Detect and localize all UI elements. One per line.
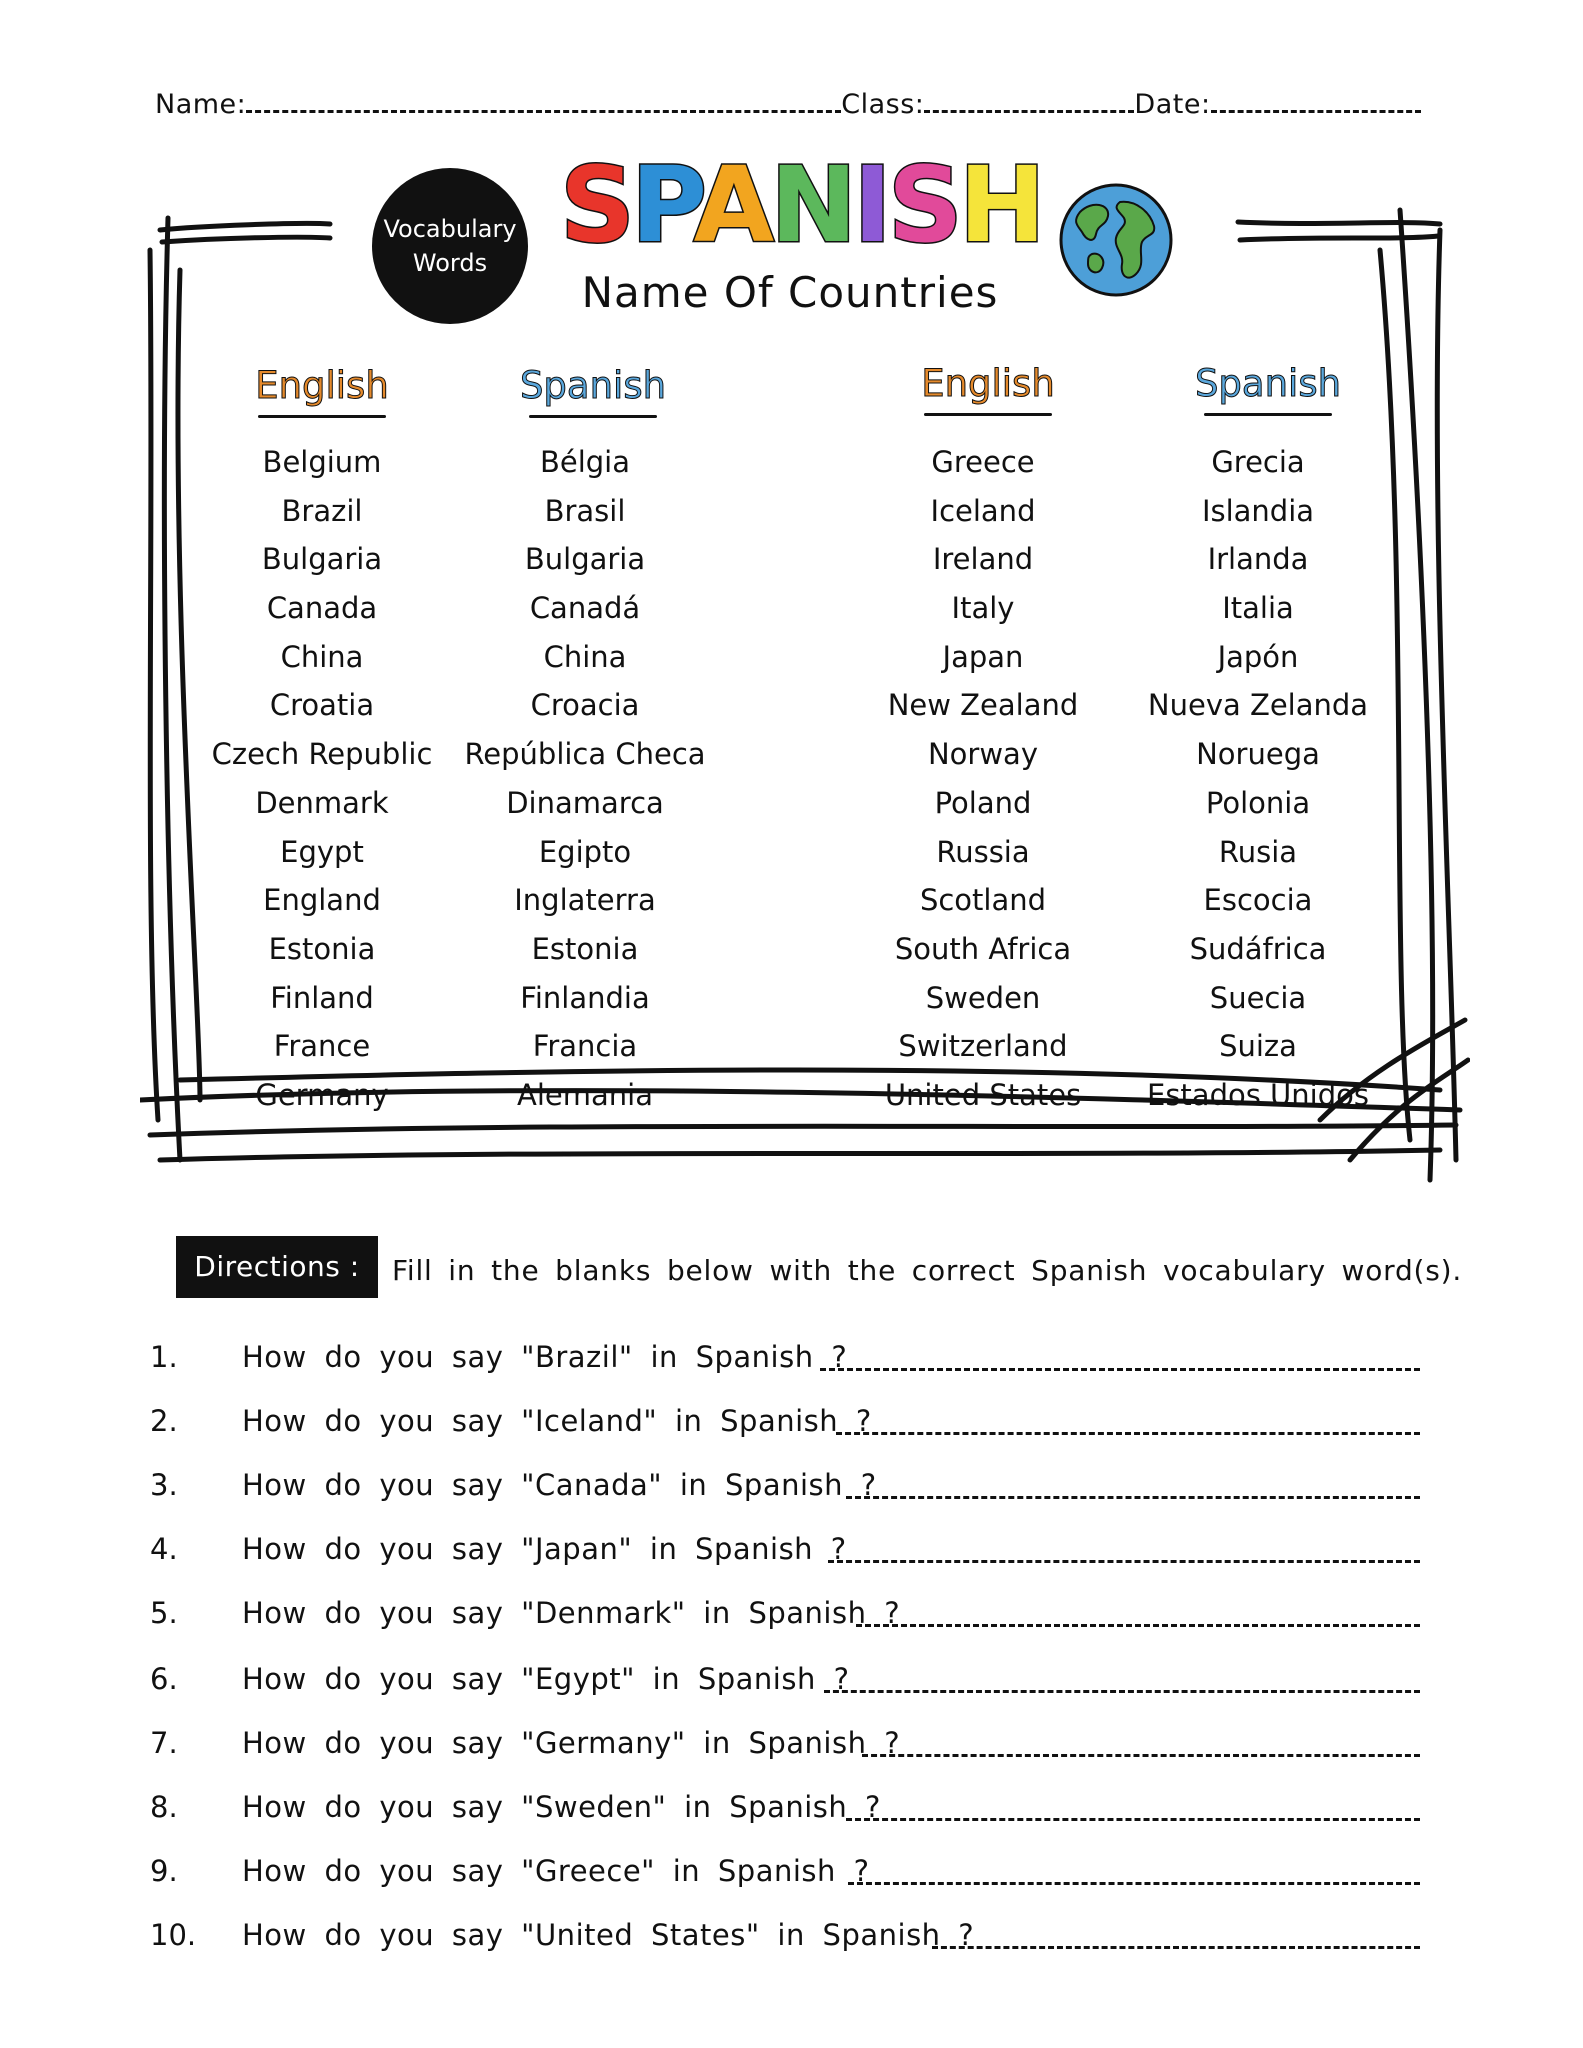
title-letter: A <box>693 144 771 266</box>
spanish-word: Canadá <box>529 591 641 626</box>
title-letter: P <box>630 144 694 266</box>
question-number: 2. <box>150 1404 178 1438</box>
title-letter: N <box>770 144 854 266</box>
question-row <box>150 1596 1420 1636</box>
heading-underline <box>1204 413 1332 416</box>
spanish-word: Islandia <box>1201 493 1315 528</box>
question-row <box>150 1790 1420 1830</box>
spanish-word: República Checa <box>464 737 706 772</box>
title-letter: I <box>853 144 888 266</box>
left-english-heading <box>207 364 437 418</box>
spanish-word: Brasil <box>544 493 626 528</box>
question-number: 10. <box>150 1918 197 1952</box>
date-label: Date: <box>1134 89 1211 120</box>
english-word: Finland <box>270 980 374 1015</box>
question-text: How do you say "Iceland" in Spanish ? <box>242 1404 872 1438</box>
heading-text: English <box>921 362 1055 405</box>
answer-blank[interactable] <box>932 1946 1420 1949</box>
english-word: France <box>273 1029 371 1064</box>
spanish-word: Francia <box>532 1029 638 1064</box>
question-row <box>150 1662 1420 1702</box>
english-word: Brazil <box>281 493 363 528</box>
question-text: How do you say "Canada" in Spanish ? <box>242 1468 877 1502</box>
question-text: How do you say "Brazil" in Spanish ? <box>242 1340 848 1374</box>
spanish-word: Suecia <box>1209 980 1307 1015</box>
heading-text: Spanish <box>1194 362 1342 405</box>
english-word: Belgium <box>262 445 382 479</box>
right-spanish-list <box>1113 438 1403 1120</box>
title-letter: S <box>887 144 959 266</box>
spanish-word: Alemania <box>517 1077 653 1112</box>
spanish-word: Italia <box>1222 591 1294 626</box>
answer-blank[interactable] <box>862 1754 1420 1757</box>
spanish-word: Dinamarca <box>506 785 664 820</box>
spanish-word: Sudáfrica <box>1189 931 1327 966</box>
english-word: Russia <box>936 834 1030 869</box>
question-row <box>150 1340 1420 1380</box>
english-word: England <box>263 883 381 918</box>
class-blank[interactable] <box>924 88 1134 113</box>
english-word: Ireland <box>932 542 1034 577</box>
question-number: 4. <box>150 1532 178 1566</box>
question-text: How do you say "United States" in Spanish ? <box>242 1918 975 1952</box>
question-row <box>150 1918 1420 1958</box>
spanish-word: Bélgia <box>539 445 631 479</box>
heading-text: English <box>255 364 389 407</box>
answer-blank[interactable] <box>848 1882 1420 1885</box>
left-spanish-list <box>440 438 730 1120</box>
badge-line-1: Vocabulary <box>383 215 517 243</box>
directions-label: Directions : <box>176 1236 378 1298</box>
right-spanish-heading <box>1153 362 1383 416</box>
answer-blank[interactable] <box>836 1432 1420 1435</box>
english-word: Croatia <box>269 688 375 723</box>
english-word: Italy <box>951 591 1015 626</box>
student-info-line <box>155 88 1420 128</box>
badge-line-2: Words <box>412 249 488 277</box>
english-word: China <box>280 639 364 674</box>
spanish-word: Croacia <box>530 688 640 723</box>
answer-blank[interactable] <box>824 1690 1420 1693</box>
question-text: How do you say "Sweden" in Spanish ? <box>242 1790 881 1824</box>
english-word: Norway <box>927 737 1038 772</box>
english-word: Greece <box>931 445 1035 479</box>
answer-blank[interactable] <box>846 1496 1420 1499</box>
date-blank[interactable] <box>1211 88 1421 113</box>
english-word: New Zealand <box>887 688 1079 723</box>
answer-blank[interactable] <box>828 1560 1420 1563</box>
class-label: Class: <box>841 89 925 120</box>
english-word: Czech Republic <box>211 737 433 772</box>
title-letter: H <box>958 144 1042 266</box>
heading-underline <box>258 415 386 418</box>
name-label: Name: <box>155 89 247 120</box>
english-word: Switzerland <box>898 1029 1068 1064</box>
right-english-list <box>838 438 1128 1120</box>
spanish-word: Bulgaria <box>524 542 646 577</box>
spanish-word: Suiza <box>1219 1029 1297 1064</box>
spanish-word: Grecia <box>1211 445 1305 479</box>
spanish-word: Noruega <box>1196 737 1320 772</box>
spanish-word: Nueva Zelanda <box>1147 688 1369 723</box>
english-word: Denmark <box>255 785 389 820</box>
answer-blank[interactable] <box>846 1818 1420 1821</box>
question-number: 3. <box>150 1468 178 1502</box>
name-blank[interactable] <box>246 88 841 113</box>
question-row <box>150 1854 1420 1894</box>
spanish-word: Japón <box>1217 639 1299 674</box>
question-number: 1. <box>150 1340 178 1374</box>
english-word: United States <box>884 1077 1082 1112</box>
english-word: Estonia <box>268 931 376 966</box>
answer-blank[interactable] <box>820 1368 1420 1371</box>
heading-underline <box>529 415 657 418</box>
question-number: 5. <box>150 1596 178 1630</box>
question-number: 9. <box>150 1854 178 1888</box>
spanish-word: Inglaterra <box>514 883 656 918</box>
heading-text: Spanish <box>519 364 667 407</box>
spanish-word: Finlandia <box>520 980 650 1015</box>
question-row <box>150 1404 1420 1444</box>
english-word: South Africa <box>894 931 1072 966</box>
english-word: Egypt <box>280 834 364 869</box>
right-english-heading <box>873 362 1103 416</box>
english-word: Scotland <box>919 883 1047 918</box>
left-spanish-heading <box>478 364 708 418</box>
english-word: Poland <box>934 785 1032 820</box>
spanish-word: China <box>543 639 627 674</box>
question-text: How do you say "Japan" in Spanish ? <box>242 1532 847 1566</box>
question-text: How do you say "Egypt" in Spanish ? <box>242 1662 850 1696</box>
english-word: Sweden <box>925 980 1041 1015</box>
question-text: How do you say "Greece" in Spanish ? <box>242 1854 870 1888</box>
question-text: How do you say "Denmark" in Spanish ? <box>242 1596 901 1630</box>
spanish-word: Estonia <box>531 931 639 966</box>
spanish-word: Rusia <box>1218 834 1298 869</box>
english-word: Japan <box>942 639 1024 674</box>
english-word: Canada <box>266 591 378 626</box>
english-word: Iceland <box>930 493 1036 528</box>
spanish-word: Irlanda <box>1207 542 1309 577</box>
question-number: 6. <box>150 1662 178 1696</box>
english-word: Bulgaria <box>261 542 383 577</box>
question-row <box>150 1726 1420 1766</box>
title-letter: S <box>560 144 631 266</box>
question-text: How do you say "Germany" in Spanish ? <box>242 1726 901 1760</box>
answer-blank[interactable] <box>856 1624 1420 1627</box>
heading-underline <box>924 413 1052 416</box>
question-row <box>150 1532 1420 1572</box>
directions-text: Fill in the blanks below with the correct Spanish vocabulary word(s). <box>392 1254 1463 1287</box>
page-subtitle: Name Of Countries <box>581 268 999 317</box>
spanish-word: Estados Unidos <box>1147 1077 1369 1112</box>
question-row <box>150 1468 1420 1508</box>
left-english-list <box>177 438 467 1120</box>
english-word: Germany <box>255 1077 389 1112</box>
spanish-word: Escocia <box>1203 883 1313 918</box>
question-number: 7. <box>150 1726 178 1760</box>
spanish-word: Polonia <box>1205 785 1311 820</box>
spanish-word: Egipto <box>538 834 632 869</box>
question-number: 8. <box>150 1790 178 1824</box>
